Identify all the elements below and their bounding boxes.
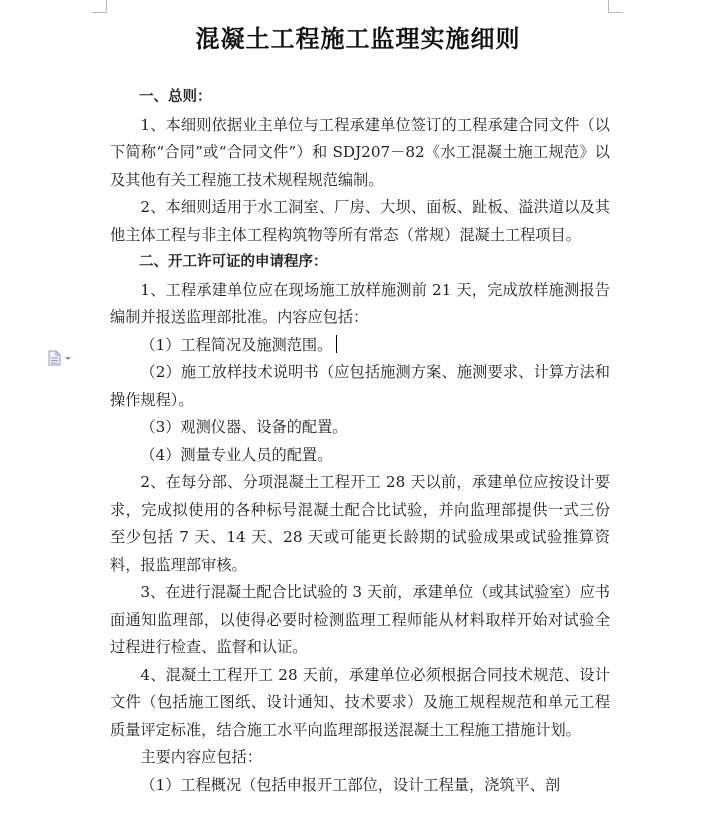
paragraph-general-1: 1、本细则依据业主单位与工程承建单位签订的工程承建合同文件（以下简称“合同”或“合同文件”）和 SDJ207－82《水工混凝土施工规范》以及其他有关工程施工技术规程规范编制。 bbox=[110, 115, 610, 189]
paragraph-options-icon[interactable] bbox=[47, 350, 79, 366]
page-corner-mark-right bbox=[608, 0, 623, 13]
paragraph-permit-3: 3、在进行混凝土配合比试验的 3 天前，承建单位（或其试验室）应书面通知监理部，以使得必要时检测监理工程师能从材料取样开始对试验全过程进行检查、监督和认证。 bbox=[110, 583, 610, 656]
section-heading-general: 一、总则： bbox=[139, 89, 212, 105]
paragraph-permit-4: 4、混凝土工程开工 28 天前，承建单位必须根据合同技术规范、设计文件（包括施工图纸、设计通知、技术要求）及施工规程规范和单元工程质量评定标准，结合施工水平向监理部报送混凝土工程施工措施计划。 bbox=[110, 665, 610, 739]
document-title: 混凝土工程施工监理实施细则 bbox=[195, 25, 521, 53]
paragraph-permit-1: 1、工程承建单位应在现场施工放样施测前 21 天，完成放样施测报告编制并报送监理部批准。内容应包括： bbox=[110, 280, 610, 326]
list-item-overview: （1）工程概况（包括申报开工部位，设计工程量，浇筑平、剖 bbox=[140, 775, 561, 794]
list-item-3: （3）观测仪器、设备的配置。 bbox=[140, 418, 348, 436]
paragraph-main-content: 主要内容应包括： bbox=[140, 748, 262, 766]
page-corner-mark-left bbox=[92, 0, 107, 13]
document-body bbox=[110, 84, 610, 799]
text-cursor bbox=[336, 335, 337, 353]
paragraph-general-2: 2、本细则适用于水工洞室、厂房、大坝、面板、趾板、溢洪道以及其他主体工程与非主体工程构筑物等所有常态（常规）混凝土工程项目。 bbox=[110, 198, 610, 244]
list-item-1-text: （1）工程简况及施测范围。 bbox=[140, 335, 333, 354]
list-item-1 bbox=[110, 332, 610, 360]
list-item-4: （4）测量专业人员的配置。 bbox=[140, 445, 333, 464]
section-heading-permit: 二、开工许可证的申请程序： bbox=[139, 254, 328, 270]
paragraph-permit-2: 2、在每分部、分项混凝土工程开工 28 天以前，承建单位应按设计要求，完成拟使用的各种标号混凝土配合比试验，并向监理部提供一式三份至少包括 7 天、14 天、28 天或可能更长龄期的试验成果或试验推算资料，报监理部审核。 bbox=[110, 473, 610, 574]
list-item-2: （2）施工放样技术说明书（应包括施测方案、施测要求、计算方法和操作规程）。 bbox=[110, 363, 610, 409]
